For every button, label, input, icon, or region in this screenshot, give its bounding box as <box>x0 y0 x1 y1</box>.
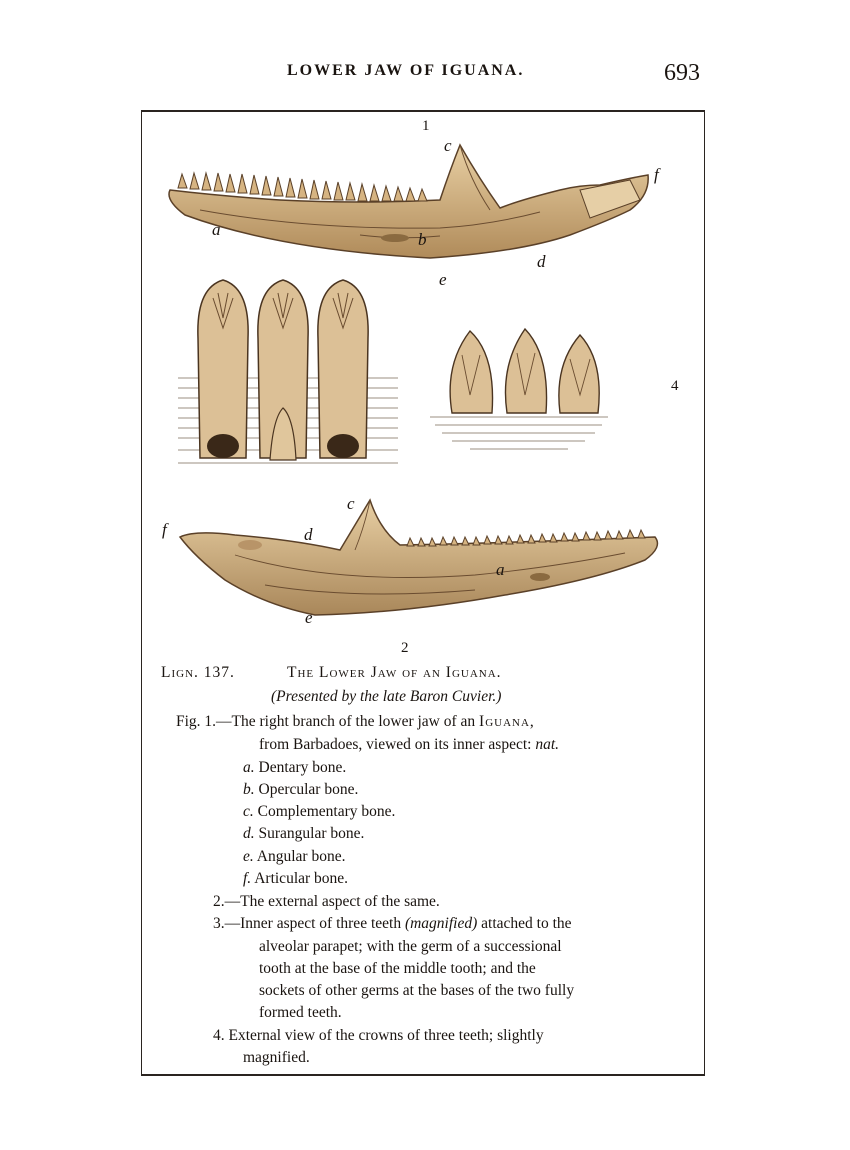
fig4-description-line2: magnified. <box>243 1049 310 1066</box>
plate-label: Lign. 137. <box>161 664 235 681</box>
fig1-letter-d: d <box>537 252 546 271</box>
legend-letter: a. <box>243 759 255 776</box>
fig1-letter-a: a <box>212 220 221 239</box>
fig1-description-line2 <box>259 736 559 754</box>
fig2-description: 2.—The external aspect of the same. <box>213 893 440 910</box>
legend-text: Complementary bone. <box>257 803 396 820</box>
fig1-nat: nat. <box>535 736 560 753</box>
figure-2-jaw-outer <box>175 495 665 630</box>
fig1-letter-b: b <box>418 230 427 249</box>
legend-item <box>243 781 358 799</box>
fig3-line: sockets of other germs at the bases of the two fully <box>259 982 575 999</box>
fig3-line: formed teeth. <box>259 1004 342 1021</box>
legend-text: Surangular bone. <box>258 825 365 842</box>
legend-letter: e. <box>243 848 254 865</box>
legend-letter: c. <box>243 803 254 820</box>
running-title: LOWER JAW OF IGUANA. <box>287 62 525 79</box>
figure-1-jaw-inner <box>160 140 670 275</box>
legend-item <box>243 870 348 888</box>
legend-text: Dentary bone. <box>258 759 347 776</box>
legend-text: Angular bone. <box>256 848 346 865</box>
legend-text: Articular bone. <box>254 870 349 887</box>
plate-subtitle: (Presented by the late Baron Cuvier.) <box>271 688 502 705</box>
fig2-letter-d: d <box>304 525 313 544</box>
fig3-description <box>213 915 572 933</box>
legend-item <box>243 825 364 843</box>
fig3-magnified: (magnified) <box>404 915 478 932</box>
fig1-letter-c: c <box>444 136 452 155</box>
fig4-description: 4. External view of the crowns of three teeth; slightly <box>213 1027 544 1044</box>
legend-item <box>243 848 345 866</box>
fig1-letter-f: f <box>654 165 659 184</box>
fig2-letter-c: c <box>347 494 355 513</box>
figure-4-number: 4 <box>671 378 679 394</box>
fig3-suffix: attached to the <box>477 915 572 932</box>
legend-item <box>243 803 395 821</box>
figure-1-number: 1 <box>422 118 430 134</box>
legend-text: Opercular bone. <box>258 781 359 798</box>
fig2-letter-e: e <box>305 608 313 627</box>
fig2-letter-a: a <box>496 560 505 579</box>
fig1-prefix: Fig. 1.—The right branch of the lower jaw of an <box>176 713 480 730</box>
legend-letter: f. <box>243 870 252 887</box>
fig3-line: tooth at the base of the middle tooth; and the <box>259 960 536 977</box>
figure-2-number: 2 <box>401 640 409 656</box>
fig3-prefix: 3.—Inner aspect of three teeth <box>213 915 405 932</box>
fig1-letter-e: e <box>439 270 447 289</box>
page-number: 693 <box>664 60 700 86</box>
legend-item <box>243 759 346 777</box>
fig3-line: alveolar parapet; with the germ of a successional <box>259 938 562 955</box>
fig1-description <box>176 713 535 731</box>
legend-letter: b. <box>243 781 255 798</box>
legend-letter: d. <box>243 825 255 842</box>
figure-3-teeth-inner <box>178 278 400 478</box>
fig1-iguana: Iguana, <box>479 713 535 730</box>
plate-title: The Lower Jaw of an Iguana. <box>287 664 502 681</box>
figure-4-teeth-crowns <box>430 325 610 455</box>
fig1-line2: from Barbadoes, viewed on its inner aspect: <box>259 736 536 753</box>
fig2-letter-f: f <box>162 520 167 539</box>
